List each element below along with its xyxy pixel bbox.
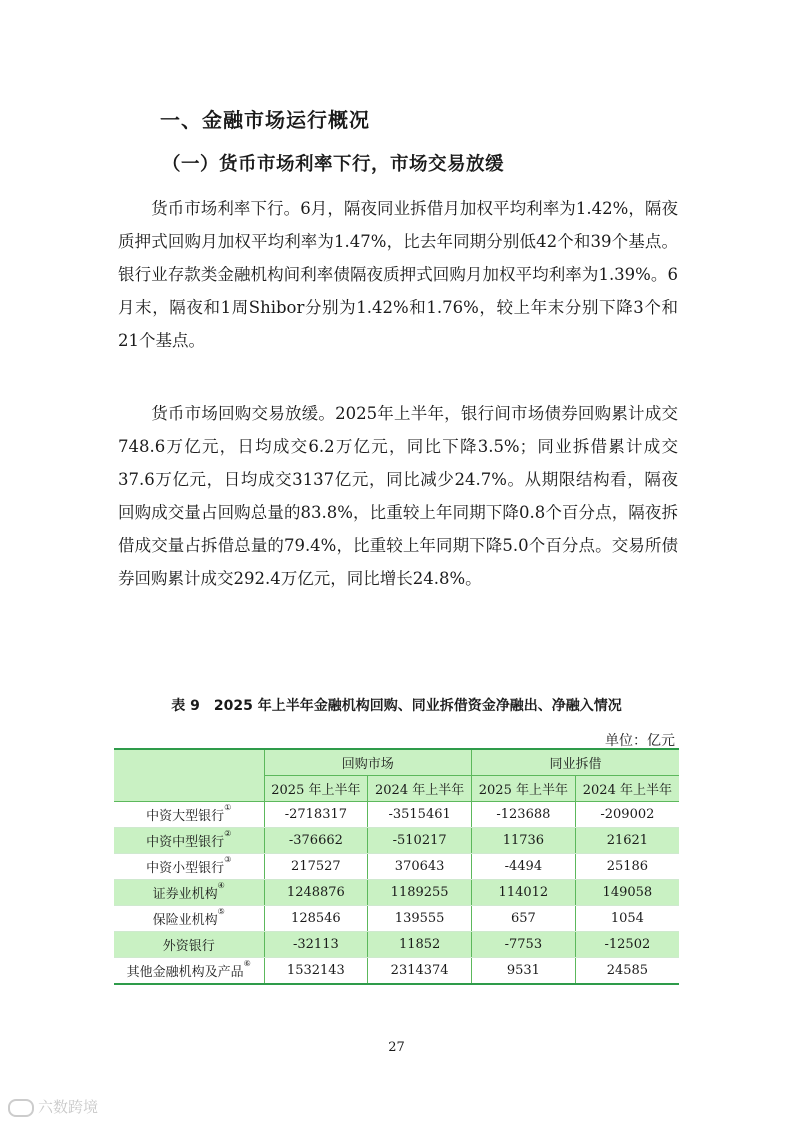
paragraph-2 [118,397,678,595]
table-row [114,958,679,985]
row-label [114,906,264,932]
footnote-marker: ⑤ [217,907,225,916]
row-label-text: 外资银行 [162,939,215,954]
row-label-text: 保险业机构 [152,913,218,928]
table-cell: -2718317 [264,802,368,828]
sub-header: 2025 年上半年 [264,776,368,802]
table-cell: 657 [472,906,576,932]
watermark-text: 六数跨境 [38,1098,99,1116]
table-row [114,932,679,958]
row-label [114,880,264,906]
paragraph-1-text: 货币市场利率下行。6月，隔夜同业拆借月加权平均利率为1.42%，隔夜质押式回购月加权平均利率为1.47%，比去年同期分别低42个和39个基点。银行业存款类金融机构间利率债隔夜质押式回购月加权平均利率为1.39%。6月末，隔夜和1周Shibor分别为1.42%和1.76%，较上年末分别下降3个和21个基点。 [118,199,678,350]
table-cell: 114012 [472,880,576,906]
table-row [114,802,679,828]
row-label-text: 中资小型银行 [146,861,225,876]
table-cell: -12502 [575,932,679,958]
table-cell: -7753 [472,932,576,958]
table-row [114,880,679,906]
table-row [114,854,679,880]
paragraph-1 [118,192,678,357]
subsection-title: （一）货币市场利率下行，市场交易放缓 [162,154,505,175]
table-row [114,906,679,932]
group-header-repo: 回购市场 [264,749,472,776]
table-cell: -123688 [472,802,576,828]
table-caption: 表 9 2025 年上半年金融机构回购、同业拆借资金净融出、净融入情况 [171,698,622,714]
table-cell: 11852 [368,932,472,958]
watermark-logo-icon [8,1099,34,1117]
table-cell: 149058 [575,880,679,906]
table-cell: 24585 [575,958,679,985]
group-header-interbank: 同业拆借 [472,749,680,776]
row-label [114,958,264,985]
row-label [114,828,264,854]
table-header-row [114,749,679,776]
footnote-marker: ⑥ [243,959,251,968]
row-label-text: 中资中型银行 [146,835,225,850]
section-title: 一、金融市场运行概况 [160,108,370,132]
table-cell: 11736 [472,828,576,854]
row-label [114,802,264,828]
table-cell: -510217 [368,828,472,854]
row-label-text: 证券业机构 [152,887,218,902]
row-label-text: 其他金融机构及产品 [126,965,244,980]
row-label [114,932,264,958]
table-cell: 1532143 [264,958,368,985]
table-cell: -3515461 [368,802,472,828]
paragraph-2-text: 货币市场回购交易放缓。2025年上半年，银行间市场债券回购累计成交748.6万亿元，日均成交6.2万亿元，同比下降3.5%；同业拆借累计成交37.6万亿元，日均成交3137亿元，同比减少24.7%。从期限结构看，隔夜回购成交量占回购总量的83.8%，比重较上年同期下降0.8个百分点，隔夜拆借成交量占拆借总量的79.4%，比重较上年同期下降5.0个百分点。交易所债券回购累计成交292.4万亿元，同比增长24.8%。 [118,404,678,588]
table-cell: 1248876 [264,880,368,906]
table-cell: 139555 [368,906,472,932]
table-cell: -4494 [472,854,576,880]
table-unit: 单位：亿元 [605,733,675,749]
table-cell: -376662 [264,828,368,854]
sub-header: 2024 年上半年 [368,776,472,802]
watermark [8,1096,98,1117]
table-cell: 25186 [575,854,679,880]
footnote-marker: ① [224,803,232,812]
table-cell: 2314374 [368,958,472,985]
table-cell: 1189255 [368,880,472,906]
table-cell: -32113 [264,932,368,958]
table-cell: 128546 [264,906,368,932]
footnote-marker: ④ [217,881,225,890]
sub-header: 2024 年上半年 [575,776,679,802]
table-cell: 217527 [264,854,368,880]
page-number: 27 [388,1040,405,1055]
table-cell: 9531 [472,958,576,985]
data-table [114,748,679,985]
row-label [114,854,264,880]
row-label-text: 中资大型银行 [146,809,225,824]
corner-cell [114,749,264,802]
table-cell: 21621 [575,828,679,854]
table-row [114,828,679,854]
sub-header: 2025 年上半年 [472,776,576,802]
table-cell: 1054 [575,906,679,932]
table-cell: -209002 [575,802,679,828]
footnote-marker: ③ [224,855,232,864]
footnote-marker: ② [224,829,232,838]
table-cell: 370643 [368,854,472,880]
